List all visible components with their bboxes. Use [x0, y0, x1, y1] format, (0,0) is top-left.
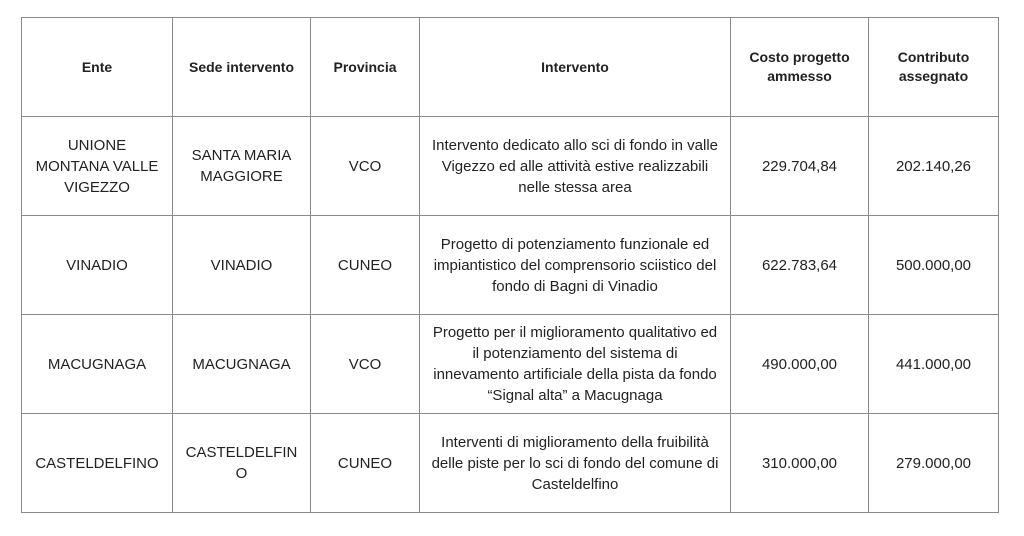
cell-contributo: 279.000,00: [869, 414, 999, 513]
cell-contributo: 202.140,26: [869, 117, 999, 216]
header-sede-intervento: Sede intervento: [173, 18, 311, 117]
cell-sede: CASTELDELFINO: [173, 414, 311, 513]
cell-intervento: Progetto per il miglioramento qualitativo ed il potenziamento del sistema di innevamento artificiale della pista da fondo “Signal alta” a Macugnaga: [420, 315, 731, 414]
cell-sede: MACUGNAGA: [173, 315, 311, 414]
grants-table: [21, 17, 999, 513]
cell-intervento: Interventi di miglioramento della fruibilità delle piste per lo sci di fondo del comune di Casteldelfino: [420, 414, 731, 513]
table-row: [22, 216, 999, 315]
header-contributo: Contributo assegnato: [869, 18, 999, 117]
cell-ente: CASTELDELFINO: [22, 414, 173, 513]
cell-provincia: VCO: [311, 315, 420, 414]
cell-intervento: Progetto di potenziamento funzionale ed impiantistico del comprensorio sciistico del fondo di Bagni di Vinadio: [420, 216, 731, 315]
cell-ente: UNIONE MONTANA VALLE VIGEZZO: [22, 117, 173, 216]
cell-provincia: CUNEO: [311, 216, 420, 315]
cell-intervento: Intervento dedicato allo sci di fondo in valle Vigezzo ed alle attività estive realizzabili nelle stessa area: [420, 117, 731, 216]
cell-provincia: VCO: [311, 117, 420, 216]
table-row: [22, 315, 999, 414]
cell-ente: VINADIO: [22, 216, 173, 315]
cell-contributo: 500.000,00: [869, 216, 999, 315]
cell-contributo: 441.000,00: [869, 315, 999, 414]
table-header: [22, 18, 999, 117]
header-costo-progetto: Costo progetto ammesso: [731, 18, 869, 117]
cell-sede: SANTA MARIA MAGGIORE: [173, 117, 311, 216]
cell-sede: VINADIO: [173, 216, 311, 315]
table-row: [22, 414, 999, 513]
cell-ente: MACUGNAGA: [22, 315, 173, 414]
header-provincia: Provincia: [311, 18, 420, 117]
table-row: [22, 117, 999, 216]
header-ente: Ente: [22, 18, 173, 117]
cell-costo: 622.783,64: [731, 216, 869, 315]
cell-costo: 310.000,00: [731, 414, 869, 513]
table-body: [22, 117, 999, 513]
header-row: [22, 18, 999, 117]
cell-costo: 490.000,00: [731, 315, 869, 414]
cell-costo: 229.704,84: [731, 117, 869, 216]
cell-provincia: CUNEO: [311, 414, 420, 513]
header-intervento: Intervento: [420, 18, 731, 117]
